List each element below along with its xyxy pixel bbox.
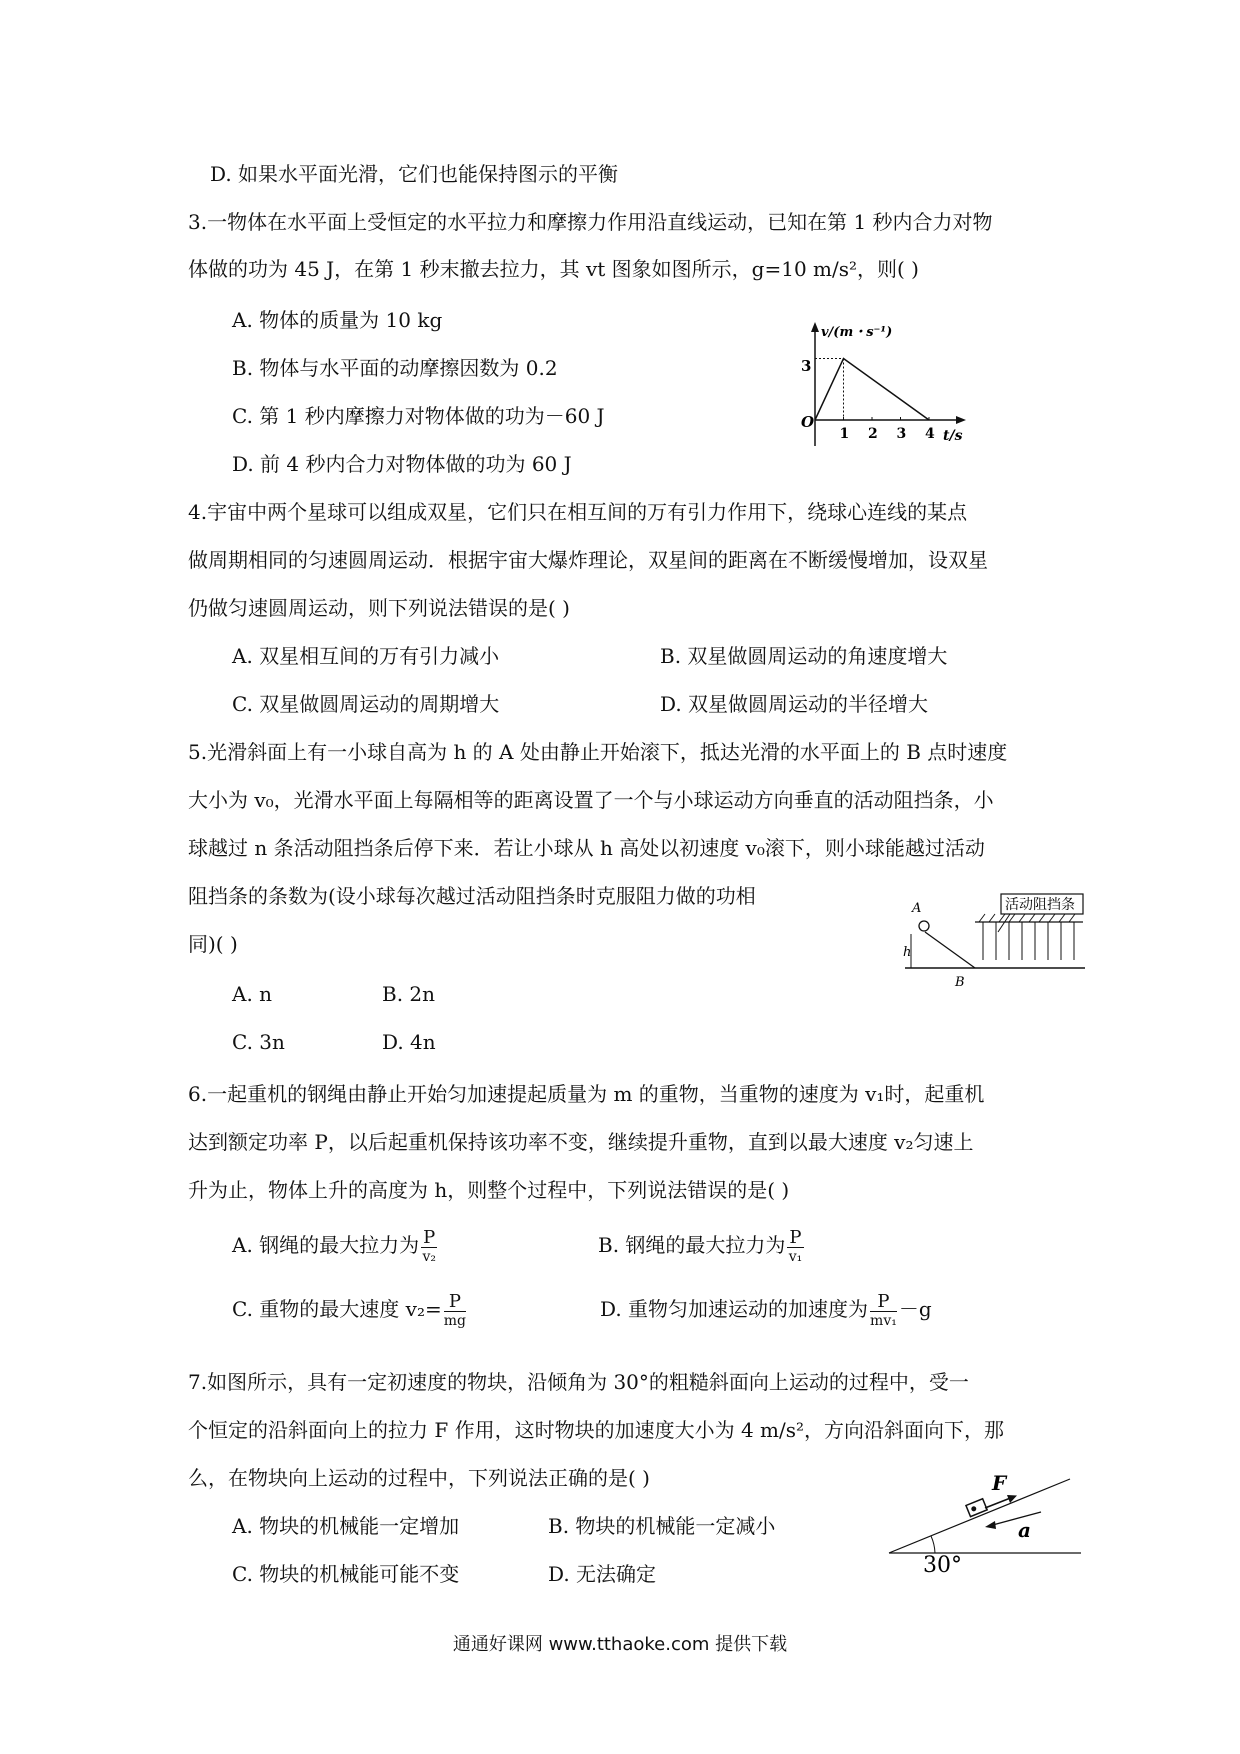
q6-option-a-fraction	[421, 1229, 437, 1264]
q6-option-b-text: B. 钢绳的最大拉力为	[598, 1233, 786, 1257]
velocity-line	[815, 359, 929, 421]
q7-stem-line1: 7.如图所示，具有一定初速度的物块，沿倾角为 30°的粗糙斜面向上运动的过程中，受一	[188, 1370, 969, 1394]
q4-stem-line2: 做周期相同的匀速圆周运动．根据宇宙大爆炸理论，双星间的距离在不断缓慢增加，设双星	[188, 548, 988, 572]
label-h: h	[903, 945, 912, 960]
q7-option-a: A. 物块的机械能一定增加	[232, 1514, 460, 1538]
q6-option-c-text: C. 重物的最大速度 v₂=	[232, 1297, 442, 1321]
q6-option-d-num: P	[870, 1293, 897, 1312]
angle-label: 30°	[923, 1553, 962, 1575]
x-tick-2: 2	[868, 426, 878, 442]
q6-option-d	[600, 1282, 932, 1336]
q6-option-a-num: P	[423, 1227, 436, 1248]
hatch-marks	[979, 914, 1075, 922]
label-f: F	[992, 1475, 1007, 1495]
q7-stem-line2: 个恒定的沿斜面向上的拉力 F 作用，这时物块的加速度大小为 4 m/s²，方向沿斜面向下，那	[188, 1418, 1005, 1442]
x-axis-label: t/s	[943, 428, 963, 444]
q5-stem-line2: 大小为 v₀，光滑水平面上每隔相等的距离设置了一个与小球运动方向垂直的活动阻挡条，小	[188, 788, 994, 812]
q7-stem-line3: 么，在物块向上运动的过程中，下列说法正确的是( )	[188, 1466, 650, 1490]
x-tick-4: 4	[925, 426, 935, 442]
q5-option-b: B. 2n	[382, 982, 436, 1006]
q4-stem-line3: 仍做匀速圆周运动，则下列说法错误的是( )	[188, 596, 570, 620]
q7-option-c: C. 物块的机械能可能不变	[232, 1562, 460, 1586]
q4-option-d: D. 双星做圆周运动的半径增大	[660, 692, 929, 716]
y-axis-label: v/(m・s⁻¹)	[821, 325, 893, 340]
q5-stem-line5: 同)( )	[188, 932, 238, 956]
q3-vt-graph	[785, 318, 985, 460]
q6-stem-line3: 升为止，物体上升的高度为 h，则整个过程中，下列说法错误的是( )	[188, 1178, 790, 1202]
accel-a-arrowhead	[985, 1521, 996, 1529]
q6-option-b-num: P	[789, 1227, 802, 1248]
barrier-label: 活动阻挡条	[1005, 897, 1075, 913]
y-tick-3: 3	[801, 357, 812, 375]
q6-option-d-fraction	[870, 1293, 897, 1328]
origin-label: O	[801, 413, 815, 431]
q6-option-a	[232, 1218, 439, 1272]
label-a: A	[912, 901, 922, 916]
q6-option-c	[232, 1282, 468, 1336]
x-tick-1: 1	[839, 426, 850, 442]
label-a: a	[1018, 1518, 1031, 1542]
q3-option-d: D. 前 4 秒内合力对物体做的功为 60 J	[232, 452, 572, 476]
q6-option-c-den: mg	[443, 1313, 466, 1329]
q7-option-d: D. 无法确定	[548, 1562, 657, 1586]
x-tick-3: 3	[896, 426, 907, 442]
q6-option-b	[598, 1218, 806, 1272]
q7-incline-figure	[885, 1475, 1085, 1575]
q4-option-c: C. 双星做圆周运动的周期增大	[232, 692, 500, 716]
q6-option-d-suffix: －g	[898, 1297, 932, 1321]
q5-stem-line3: 球越过 n 条活动阻挡条后停下来．若让小球从 h 高处以初速度 v₀滚下，则小球能越过活动	[188, 836, 985, 860]
q6-option-d-den: mv₁	[870, 1313, 897, 1329]
q6-stem-line1: 6.一起重机的钢绳由静止开始匀加速提起质量为 m 的重物，当重物的速度为 v₁时，起重机	[188, 1082, 985, 1106]
q7-option-b: B. 物块的机械能一定减小	[548, 1514, 776, 1538]
q6-option-a-den: v₂	[422, 1249, 436, 1265]
q6-option-c-num: P	[444, 1293, 466, 1312]
q6-option-d-text: D. 重物匀加速运动的加速度为	[600, 1297, 869, 1321]
label-pointer	[998, 914, 1010, 932]
q3-option-b: B. 物体与水平面的动摩擦因数为 0.2	[232, 356, 558, 380]
x-axis-arrow	[956, 416, 966, 424]
footer-source: 通通好课网 www.tthaoke.com 提供下载	[452, 1634, 788, 1655]
q5-option-d: D. 4n	[382, 1030, 436, 1054]
q3-stem-line1: 3.一物体在水平面上受恒定的水平拉力和摩擦力作用沿直线运动，已知在第 1 秒内合力对物	[188, 210, 993, 234]
angle-arc	[931, 1536, 935, 1553]
y-axis-arrow	[811, 322, 819, 332]
q6-option-c-fraction	[444, 1293, 466, 1328]
q6-option-b-den: v₁	[788, 1249, 803, 1265]
q2-option-d: D. 如果水平面光滑，它们也能保持图示的平衡	[210, 162, 619, 186]
q4-option-b: B. 双星做圆周运动的角速度增大	[660, 644, 948, 668]
q5-figure	[895, 890, 1090, 990]
q5-stem-line4: 阻挡条的条数为(设小球每次越过活动阻挡条时克服阻力做的功相	[188, 884, 756, 908]
q6-option-a-text: A. 钢绳的最大拉力为	[232, 1233, 420, 1257]
q4-stem-line1: 4.宇宙中两个星球可以组成双星，它们只在相互间的万有引力作用下，绕球心连线的某点	[188, 500, 968, 524]
q6-stem-line2: 达到额定功率 P，以后起重机保持该功率不变，继续提升重物，直到以最大速度 v₂匀速上	[188, 1130, 974, 1154]
incline-surface	[889, 1479, 1070, 1553]
accel-a-arrow	[989, 1512, 1041, 1526]
q5-stem-line1: 5.光滑斜面上有一小球自高为 h 的 A 处由静止开始滚下，抵达光滑的水平面上的 B 点时速度	[188, 740, 1008, 764]
q4-option-a: A. 双星相互间的万有引力减小	[232, 644, 500, 668]
q3-option-c: C. 第 1 秒内摩擦力对物体做的功为－60 J	[232, 404, 605, 428]
q3-option-a: A. 物体的质量为 10 kg	[232, 308, 443, 332]
barrier-strips	[983, 922, 1074, 960]
label-b: B	[955, 975, 965, 990]
ball-icon	[919, 921, 929, 931]
q5-option-c: C. 3n	[232, 1030, 285, 1054]
q6-option-b-fraction	[787, 1229, 803, 1264]
slope-line	[925, 932, 975, 968]
q5-option-a: A. n	[232, 982, 273, 1006]
q3-stem-line2: 体做的功为 45 J，在第 1 秒末撤去拉力，其 vt 图象如图所示，g=10 m/s²，则( )	[188, 257, 919, 281]
